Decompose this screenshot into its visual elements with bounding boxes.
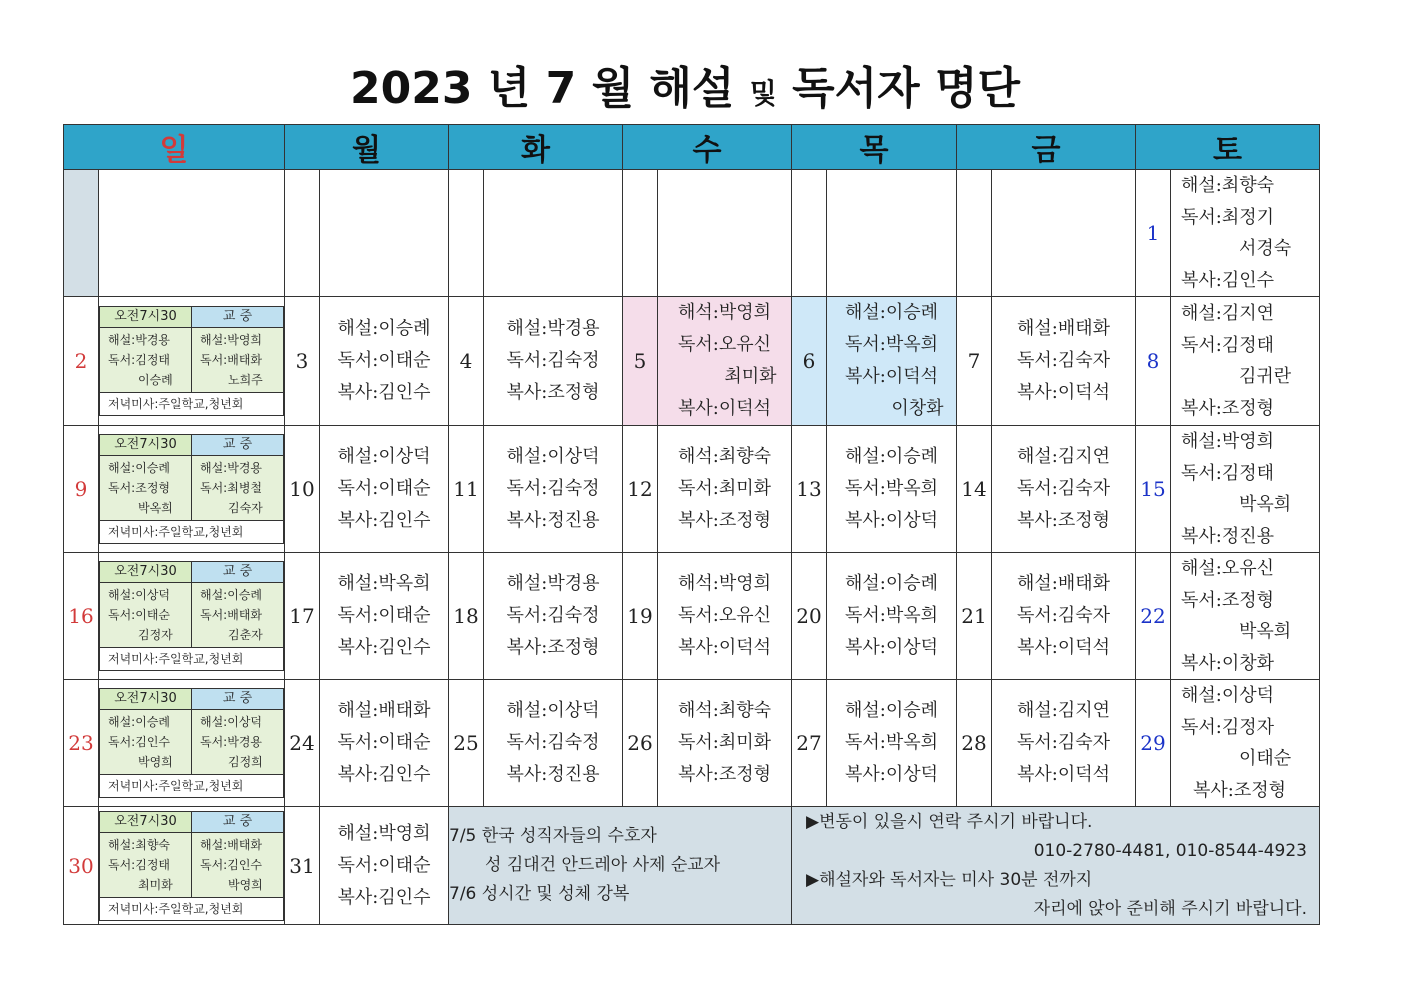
assignment-line: 해설:최향숙 [108, 837, 171, 852]
sunday-left-group [100, 328, 192, 393]
weekday-fri: 금 [957, 125, 1136, 170]
assignment-line: 독서:김인수 [200, 857, 263, 872]
assignment-line: 독서:이태순 [108, 608, 171, 622]
assignment-line: 복사:조정형 [506, 382, 600, 403]
assignment-line: 독서:김정자 [1181, 716, 1275, 738]
assignment-line: 독서:최병철 [200, 481, 263, 495]
page-title [0, 52, 1370, 116]
assignment-line: 해설:배태화 [1016, 318, 1110, 339]
mass-time: 오전7시30 [100, 689, 192, 710]
sunday-left-group [100, 710, 192, 775]
sunday-left-group [100, 832, 192, 897]
empty-day-number [449, 170, 484, 297]
feast-note-line: 7/6 성시간 및 성체 강복 [449, 884, 630, 904]
day-number: 2 [64, 297, 99, 426]
assignment-line: 해석:최향숙 [677, 700, 771, 721]
assignment-line: 박옥희 [1239, 621, 1292, 642]
week-row-1 [64, 170, 1320, 297]
sunday-inner-table [99, 811, 284, 921]
assignment-line: 독서:김숙정 [506, 350, 600, 371]
day-assignments [658, 297, 792, 426]
sunday-right-group [192, 710, 284, 775]
day-assignments [658, 553, 792, 680]
week-row-4 [64, 553, 1320, 680]
assignment-line: 복사:이창화 [1181, 652, 1275, 674]
day-number: 20 [792, 553, 827, 680]
assignment-line: 독서:이태순 [337, 854, 431, 876]
assignment-line: 해설:배태화 [1016, 573, 1110, 594]
assignment-line: 복사:김인수 [337, 382, 431, 403]
assignment-line: 복사:김인수 [337, 510, 431, 531]
saturday-assignments [1171, 426, 1320, 553]
day-number: 24 [285, 680, 320, 807]
assignment-line: 김귀란 [1239, 366, 1292, 387]
assignment-line: 노희주 [228, 373, 263, 387]
notice-box [792, 807, 1320, 925]
day-number: 14 [957, 426, 992, 553]
sunday-right-group [192, 583, 284, 648]
day-number: 6 [792, 297, 827, 426]
saturday-assignments [1171, 170, 1320, 297]
assignment-line: 독서:박옥희 [844, 334, 938, 355]
mass-time: 오전7시30 [100, 811, 192, 832]
sunday-right-group [192, 456, 284, 521]
day-assignments [320, 553, 449, 680]
day-assignments [827, 297, 957, 426]
sunday-assignments [99, 426, 285, 553]
day-number: 4 [449, 297, 484, 426]
assignment-line: 해설:배태화 [337, 700, 431, 721]
evening-mass-note: 저녁미사:주일학교,청년회 [100, 775, 284, 798]
evening-mass-note: 저녁미사:주일학교,청년회 [100, 393, 284, 416]
assignment-line: 복사:조정형 [1193, 779, 1287, 801]
day-number: 15 [1136, 426, 1171, 553]
day-number: 22 [1136, 553, 1171, 680]
assignment-line: 박영희 [228, 877, 263, 892]
assignment-line: 해설:박옥희 [337, 573, 431, 594]
day-number: 27 [792, 680, 827, 807]
day-assignments [320, 807, 449, 925]
assignment-line: 독서:조정형 [1181, 589, 1275, 611]
assignment-line: 복사:김인수 [337, 637, 431, 658]
assignment-line: 해설:최향숙 [1181, 175, 1275, 196]
day-number: 1 [1136, 170, 1171, 297]
assignment-line: 독서:김숙자 [1016, 478, 1110, 499]
day-number: 9 [64, 426, 99, 553]
sunday-assignments [99, 297, 285, 426]
assignment-line: 해설:박경용 [200, 461, 263, 475]
day-number: 30 [64, 807, 99, 925]
assignment-line: 이태순 [1239, 748, 1292, 769]
empty-day [99, 170, 285, 297]
mass-time: 오전7시30 [100, 435, 192, 456]
notice-line: 자리에 앉아 준비해 주시기 바랍니다. [1033, 898, 1307, 919]
day-assignments [992, 553, 1136, 680]
sunday-inner-table [99, 434, 284, 544]
day-assignments [827, 426, 957, 553]
empty-day [827, 170, 957, 297]
assignment-line: 독서:김정태 [108, 857, 171, 872]
assignment-line: 해설:박경용 [108, 333, 171, 347]
assignment-line: 복사:이덕석 [677, 398, 771, 419]
sunday-right-group [192, 328, 284, 393]
empty-day [320, 170, 449, 297]
weekday-thu: 목 [792, 125, 957, 170]
day-number: 28 [957, 680, 992, 807]
assignment-line: 독서:김인수 [108, 735, 171, 749]
assignment-line: 독서:김숙정 [506, 732, 600, 753]
assignment-line: 해설:박영희 [337, 822, 431, 844]
sunday-inner-table [99, 561, 284, 671]
feast-note-line: 7/5 한국 성직자들의 수호자 [449, 826, 657, 846]
assignment-line: 복사:정진용 [506, 510, 600, 531]
assignment-line: 복사:이상덕 [844, 637, 938, 658]
saturday-assignments [1171, 680, 1320, 807]
day-number: 26 [623, 680, 658, 807]
evening-mass-note: 저녁미사:주일학교,청년회 [100, 648, 284, 671]
day-number: 16 [64, 553, 99, 680]
assignment-line: 독서:배태화 [200, 608, 263, 622]
assignment-line: 해설:이상덕 [1181, 685, 1275, 706]
mass-tag: 교 중 [192, 307, 284, 328]
assignment-line: 해설:박영희 [1181, 431, 1275, 452]
weekday-header-row [64, 125, 1320, 170]
assignment-line: 해설:이승례 [200, 588, 263, 602]
sunday-left-group [100, 583, 192, 648]
assignment-line: 복사:정진용 [506, 764, 600, 785]
assignment-line: 해설:이승례 [337, 318, 431, 339]
assignment-line: 김정희 [228, 755, 263, 769]
weekday-sun: 일 [64, 125, 285, 170]
schedule-table [63, 124, 1320, 925]
assignment-line: 독서:최미화 [677, 478, 771, 499]
day-number: 11 [449, 426, 484, 553]
assignment-line: 독서:오유신 [677, 334, 771, 355]
notice-line: ▶해설자와 독서자는 미사 30분 전까지 [806, 869, 1093, 890]
day-number: 23 [64, 680, 99, 807]
sunday-inner-table [99, 688, 284, 798]
empty-day-number [285, 170, 320, 297]
assignment-line: 김정자 [138, 628, 173, 642]
empty-day-number [792, 170, 827, 297]
assignment-line: 복사:정진용 [1181, 525, 1275, 547]
day-number: 31 [285, 807, 320, 925]
saturday-assignments [1171, 553, 1320, 680]
assignment-line: 박옥희 [1239, 494, 1292, 515]
assignment-line: 해설:이승례 [108, 461, 171, 475]
assignment-line: 독서:김정태 [1181, 334, 1275, 356]
week-row-6 [64, 807, 1320, 925]
assignment-line: 독서:최정기 [1181, 206, 1275, 228]
assignment-line: 해석:최향숙 [677, 446, 771, 467]
day-number: 5 [623, 297, 658, 426]
day-number: 25 [449, 680, 484, 807]
assignment-line: 복사:이덕석 [844, 366, 938, 387]
assignment-line: 독서:김숙자 [1016, 350, 1110, 371]
assignment-line: 서경숙 [1239, 238, 1292, 259]
mass-tag: 교 중 [192, 811, 284, 832]
day-number: 10 [285, 426, 320, 553]
assignment-line: 복사:조정형 [677, 510, 771, 531]
assignment-line: 독서:오유신 [677, 605, 771, 626]
day-assignments [992, 680, 1136, 807]
notice-line: ▶변동이 있을시 연락 주시기 바랍니다. [806, 811, 1093, 832]
assignment-line: 해설:김지연 [1181, 303, 1275, 324]
assignment-line: 해설:이상덕 [108, 588, 171, 602]
assignment-line: 해설:김지연 [1016, 446, 1110, 467]
day-assignments [827, 680, 957, 807]
assignment-line: 해설:이상덕 [506, 446, 600, 467]
day-assignments [484, 426, 623, 553]
assignment-line: 해설:김지연 [1016, 700, 1110, 721]
assignment-line: 복사:조정형 [506, 637, 600, 658]
assignment-line: 독서:배태화 [200, 353, 263, 367]
assignment-line: 독서:최미화 [677, 732, 771, 753]
assignment-line: 독서:김숙정 [506, 605, 600, 626]
assignment-line: 독서:조정형 [108, 481, 171, 495]
assignment-line: 복사:조정형 [1016, 510, 1110, 531]
assignment-line: 복사:이상덕 [844, 510, 938, 531]
feast-notes [449, 807, 792, 925]
day-number: 17 [285, 553, 320, 680]
assignment-line: 복사:김인수 [1181, 269, 1275, 291]
assignment-line: 해설:이상덕 [200, 715, 263, 729]
assignment-line: 김춘자 [228, 628, 263, 642]
empty-day-number [64, 170, 99, 297]
assignment-line: 복사:조정형 [1181, 397, 1275, 419]
day-number: 7 [957, 297, 992, 426]
assignment-line: 이창화 [891, 398, 944, 419]
day-assignments [992, 297, 1136, 426]
evening-mass-note: 저녁미사:주일학교,청년회 [100, 897, 284, 920]
week-row-2 [64, 297, 1320, 426]
assignment-line: 독서:박옥희 [844, 605, 938, 626]
assignment-line: 해설:이상덕 [506, 700, 600, 721]
assignment-line: 독서:박옥희 [844, 478, 938, 499]
empty-day [484, 170, 623, 297]
day-number: 19 [623, 553, 658, 680]
assignment-line: 해설:배태화 [200, 837, 263, 852]
empty-day-number [623, 170, 658, 297]
title-sub: 독서자 명단 [792, 63, 1020, 114]
assignment-line: 해설:오유신 [1181, 558, 1275, 579]
day-assignments [484, 553, 623, 680]
assignment-line: 독서:이태순 [337, 350, 431, 371]
day-assignments [827, 553, 957, 680]
mass-tag: 교 중 [192, 689, 284, 710]
day-number: 18 [449, 553, 484, 680]
assignment-line: 독서:이태순 [337, 605, 431, 626]
assignment-line: 복사:이덕석 [1016, 637, 1110, 658]
mass-tag: 교 중 [192, 562, 284, 583]
assignment-line: 해석:박영희 [677, 573, 771, 594]
day-assignments [992, 426, 1136, 553]
contact-phones: 010-2780-4481, 010-8544-4923 [1033, 840, 1307, 861]
day-number: 13 [792, 426, 827, 553]
assignment-line: 독서:김정태 [1181, 462, 1275, 484]
day-number: 3 [285, 297, 320, 426]
assignment-line: 독서:김정태 [108, 353, 171, 367]
assignment-line: 독서:김숙자 [1016, 605, 1110, 626]
assignment-line: 박영희 [138, 755, 173, 769]
day-assignments [484, 297, 623, 426]
mass-tag: 교 중 [192, 435, 284, 456]
day-number: 12 [623, 426, 658, 553]
assignment-line: 독서:박옥희 [844, 732, 938, 753]
assignment-line: 해설:이승례 [844, 302, 938, 323]
mass-time: 오전7시30 [100, 307, 192, 328]
assignment-line: 복사:이덕석 [1016, 764, 1110, 785]
assignment-line: 복사:이덕석 [677, 637, 771, 658]
title-conjunction: 및 [749, 77, 777, 110]
assignment-line: 해석:박영희 [677, 302, 771, 323]
day-assignments [320, 680, 449, 807]
assignment-line: 독서:박경용 [200, 735, 263, 749]
assignment-line: 해설:박경용 [506, 318, 600, 339]
assignment-line: 복사:조정형 [677, 764, 771, 785]
assignment-line: 해설:이승례 [844, 573, 938, 594]
assignment-line: 해설:이승례 [844, 446, 938, 467]
assignment-line: 해설:이승례 [844, 700, 938, 721]
day-assignments [658, 426, 792, 553]
assignment-line: 김숙자 [228, 501, 263, 515]
assignment-line: 독서:이태순 [337, 732, 431, 753]
assignment-line: 해설:박경용 [506, 573, 600, 594]
assignment-line: 해설:박영희 [200, 333, 263, 347]
weekday-tue: 화 [449, 125, 623, 170]
day-assignments [658, 680, 792, 807]
day-assignments [484, 680, 623, 807]
empty-day [658, 170, 792, 297]
title-main: 2023 년 7 월 해설 [350, 63, 735, 114]
week-row-5 [64, 680, 1320, 807]
day-assignments [320, 426, 449, 553]
assignment-line: 독서:김숙자 [1016, 732, 1110, 753]
assignment-line: 복사:김인수 [337, 764, 431, 785]
sunday-assignments [99, 680, 285, 807]
empty-day [992, 170, 1136, 297]
day-number: 21 [957, 553, 992, 680]
day-number: 29 [1136, 680, 1171, 807]
weekday-mon: 월 [285, 125, 449, 170]
assignment-line: 해설:이승례 [108, 715, 171, 729]
evening-mass-note: 저녁미사:주일학교,청년회 [100, 521, 284, 544]
saturday-assignments [1171, 297, 1320, 426]
sunday-left-group [100, 456, 192, 521]
day-number: 8 [1136, 297, 1171, 426]
sunday-assignments [99, 807, 285, 925]
assignment-line: 독서:김숙정 [506, 478, 600, 499]
empty-day-number [957, 170, 992, 297]
assignment-line: 복사:김인수 [337, 886, 431, 908]
week-row-3 [64, 426, 1320, 553]
sunday-right-group [192, 832, 284, 897]
assignment-line: 해설:이상덕 [337, 446, 431, 467]
mass-time: 오전7시30 [100, 562, 192, 583]
sunday-assignments [99, 553, 285, 680]
weekday-wed: 수 [623, 125, 792, 170]
weekday-sat: 토 [1136, 125, 1320, 170]
feast-note-line: 성 김대건 안드레아 사제 순교자 [485, 855, 721, 875]
assignment-line: 최미화 [724, 366, 777, 387]
assignment-line: 최미화 [138, 877, 173, 892]
assignment-line: 복사:이덕석 [1016, 382, 1110, 403]
day-assignments [320, 297, 449, 426]
assignment-line: 박옥희 [138, 501, 173, 515]
assignment-line: 복사:이상덕 [844, 764, 938, 785]
sunday-inner-table [99, 306, 284, 416]
assignment-line: 독서:이태순 [337, 478, 431, 499]
assignment-line: 이승례 [138, 373, 173, 387]
